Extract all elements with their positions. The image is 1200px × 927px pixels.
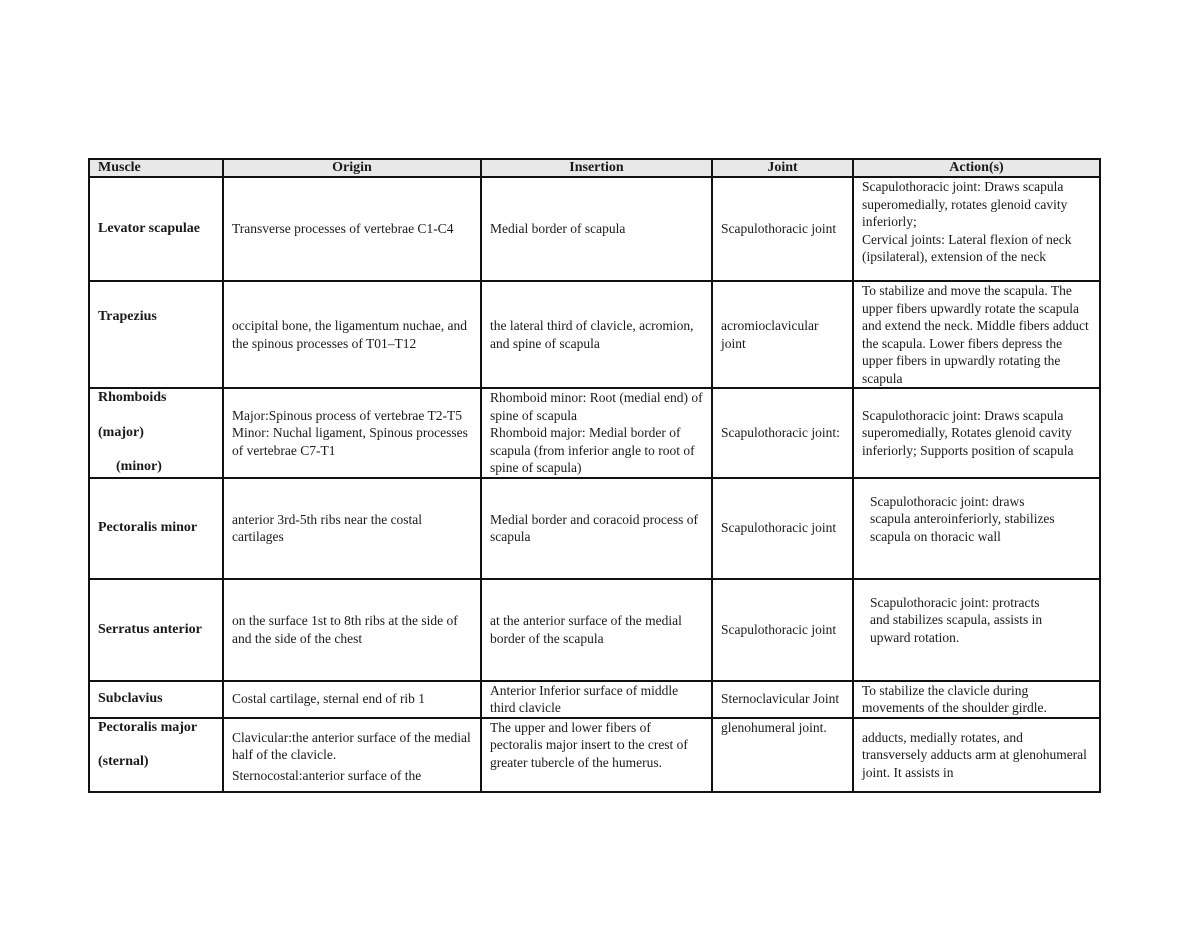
muscle-name: Pectoralis minor [89, 478, 223, 579]
muscle-name: Pectoralis major [98, 719, 198, 735]
origin-cell: occipital bone, the ligamentum nuchae, and the spinous processes of T01–T12 [223, 281, 481, 388]
action-line: Scapulothoracic joint: Draws scapula superomedially, rotates glenoid cavity inferiorly; [862, 179, 1068, 229]
origin-cell: Transverse processes of vertebrae C1-C4 [223, 177, 481, 281]
table-row [89, 388, 1100, 478]
muscle-subname: (sternal) [98, 754, 149, 769]
header-muscle: Muscle [89, 159, 223, 177]
insertion-cell [481, 388, 712, 478]
insertion-cell: Medial border of scapula [481, 177, 712, 281]
muscle-subname: (minor) [116, 459, 162, 474]
origin-cell [223, 718, 481, 792]
insertion-cell: Anterior Inferior surface of middle third clavicle [481, 681, 712, 718]
insertion-cell: the lateral third of clavicle, acromion, and spine of scapula [481, 281, 712, 388]
action-cell: Scapulothoracic joint: draws scapula anteroinferiorly, stabilizes scapula on thoracic wall [853, 478, 1100, 579]
origin-line: Sternocostal:anterior surface of the [232, 767, 422, 783]
muscle-name: Rhomboids [98, 390, 167, 405]
joint-cell: Scapulothoracic joint [712, 177, 853, 281]
joint-cell: acromioclavicular joint [712, 281, 853, 388]
table-row [89, 478, 1100, 579]
header-insertion: Insertion [481, 159, 712, 177]
insertion-line: Rhomboid minor: Root (medial end) of spine of scapula [490, 390, 703, 423]
table-row [89, 681, 1100, 718]
muscle-name: Serratus anterior [89, 579, 223, 681]
joint-cell: Scapulothoracic joint [712, 579, 853, 681]
action-cell: To stabilize and move the scapula. The upper fibers upwardly rotate the scapula and extend the neck. Middle fibers adduct the scapula. Lower fibers depress the upper fibers in upwardly rotating the scapula [853, 281, 1100, 388]
action-line: Cervical joints: Lateral flexion of neck (ipsilateral), extension of the neck [862, 231, 1072, 264]
origin-cell: anterior 3rd-5th ribs near the costal cartilages [223, 478, 481, 579]
action-cell: To stabilize the clavicle during movements of the shoulder girdle. [853, 681, 1100, 718]
action-cell [853, 177, 1100, 281]
joint-cell: Scapulothoracic joint [712, 478, 853, 579]
origin-line: Minor: Nuchal ligament, Spinous processes of vertebrae C7-T1 [232, 425, 468, 458]
joint-cell: glenohumeral joint. [712, 718, 853, 792]
muscle-name: Trapezius [89, 281, 223, 388]
origin-line: Clavicular:the anterior surface of the medial half of the clavicle. [232, 729, 471, 762]
header-joint: Joint [712, 159, 853, 177]
muscle-subname: (major) [98, 424, 144, 440]
header-action: Action(s) [853, 159, 1100, 177]
origin-cell: on the surface 1st to 8th ribs at the side of and the side of the chest [223, 579, 481, 681]
muscle-name: Subclavius [89, 681, 223, 718]
muscle-table [88, 158, 1101, 793]
action-cell: adducts, medially rotates, and transversely adducts arm at glenohumeral joint. It assists in [853, 718, 1100, 792]
origin-cell: Costal cartilage, sternal end of rib 1 [223, 681, 481, 718]
insertion-cell: The upper and lower fibers of pectoralis major insert to the crest of greater tubercle of the humerus. [481, 718, 712, 792]
table-row [89, 718, 1100, 792]
muscle-name-stack [89, 718, 223, 792]
action-cell: Scapulothoracic joint: Draws scapula superomedially, Rotates glenoid cavity inferiorly; Supports position of scapula [853, 388, 1100, 478]
insertion-cell: Medial border and coracoid process of scapula [481, 478, 712, 579]
table-row [89, 579, 1100, 681]
origin-cell [223, 388, 481, 478]
table-header-row [89, 159, 1100, 177]
joint-cell: Scapulothoracic joint: [712, 388, 853, 478]
insertion-cell: at the anterior surface of the medial border of the scapula [481, 579, 712, 681]
insertion-line: Rhomboid major: Medial border of scapula (from inferior angle to root of spine of scapula) [490, 425, 695, 475]
table-row [89, 281, 1100, 388]
origin-line: Major:Spinous process of vertebrae T2-T5 [232, 407, 462, 423]
header-origin: Origin [223, 159, 481, 177]
muscle-name-stack [89, 388, 223, 478]
muscle-name: Levator scapulae [89, 177, 223, 281]
action-cell: Scapulothoracic joint: protracts and stabilizes scapula, assists in upward rotation. [853, 579, 1100, 681]
table-row [89, 177, 1100, 281]
joint-cell: Sternoclavicular Joint [712, 681, 853, 718]
